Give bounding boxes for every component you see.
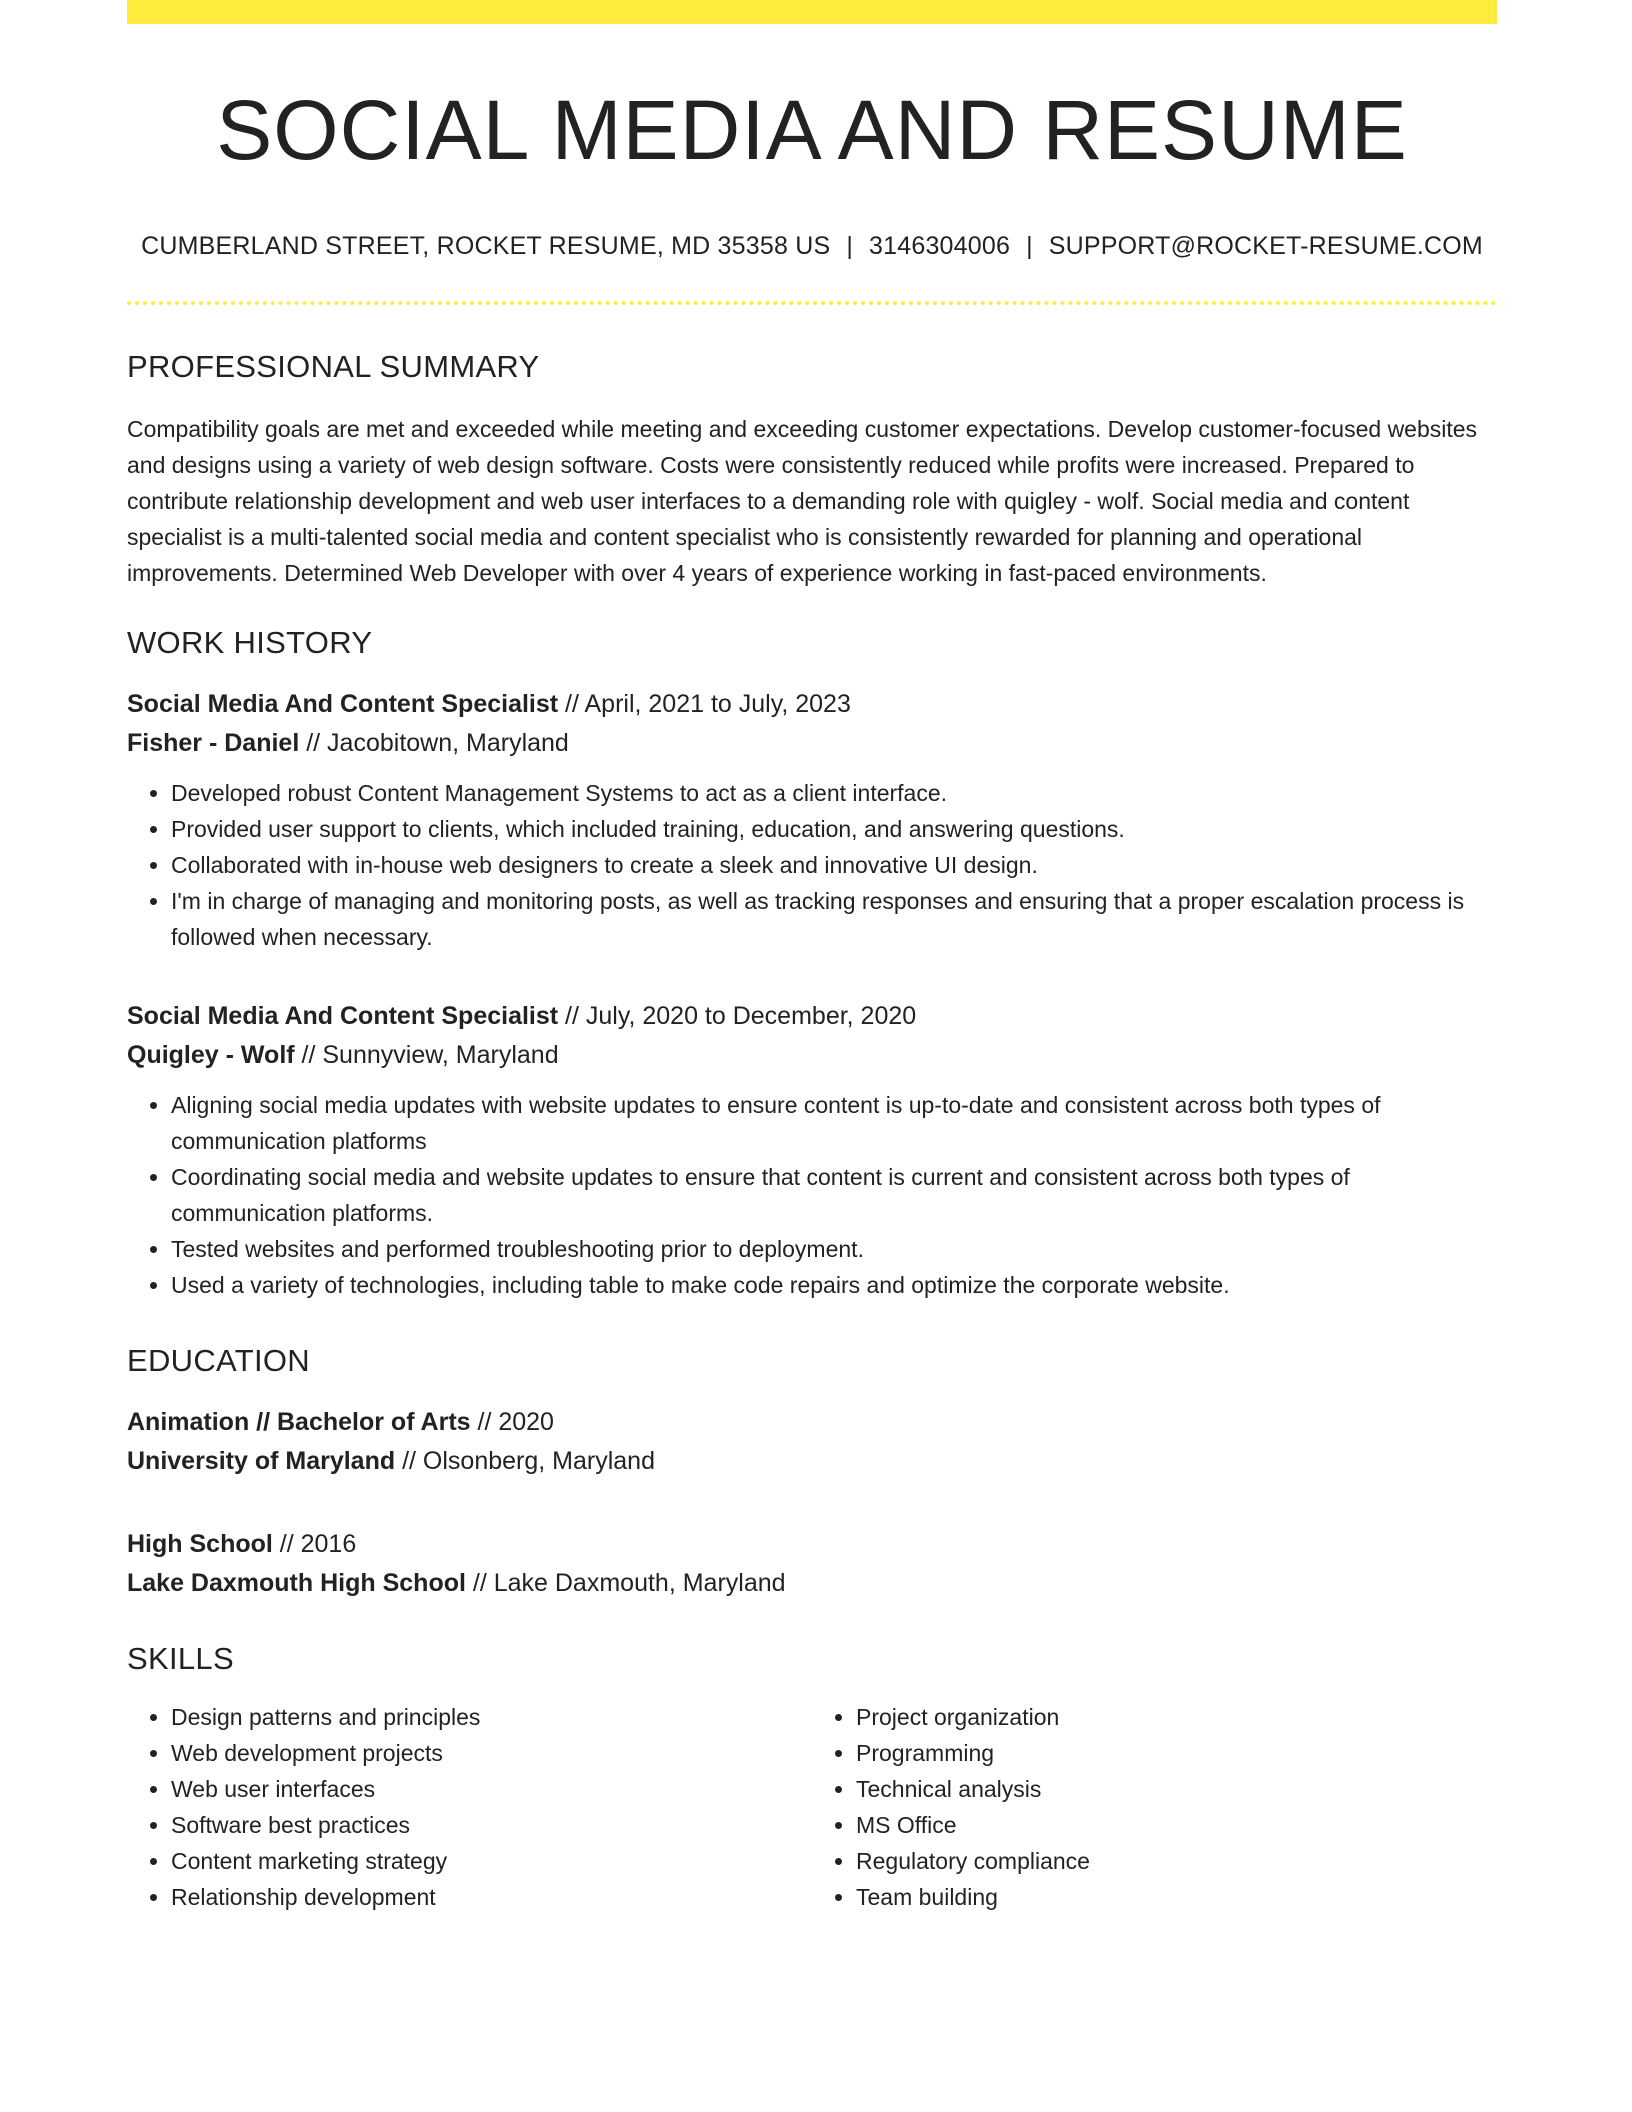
- graduation-year: // 2016: [272, 1530, 357, 1559]
- list-item: • Used a variety of technologies, including table to make code repairs and optimize the corporate website.: [171, 1267, 1497, 1303]
- job-dates: // April, 2021 to July, 2023: [558, 690, 851, 719]
- school: Lake Daxmouth High School: [127, 1569, 466, 1598]
- skill-item: • Design patterns and principles: [171, 1699, 812, 1735]
- list-item: • Coordinating social media and website updates to ensure that content is current and consistent across both types of communication platforms.: [171, 1159, 1497, 1231]
- address: CUMBERLAND STREET, ROCKET RESUME, MD 35358 US: [141, 232, 831, 261]
- job-company-line: [127, 1036, 1497, 1075]
- skill-item: • Project organization: [856, 1699, 1497, 1735]
- job-role-line: [127, 997, 1497, 1036]
- job-role: Social Media And Content Specialist: [127, 690, 559, 719]
- education-entry: [127, 1525, 1497, 1603]
- job-bullets: [127, 1087, 1497, 1303]
- school-location: // Lake Daxmouth, Maryland: [465, 1569, 786, 1598]
- school: University of Maryland: [127, 1447, 396, 1476]
- list-item: • Provided user support to clients, which included training, education, and answering questions.: [171, 811, 1497, 847]
- list-item: • Developed robust Content Management Systems to act as a client interface.: [171, 775, 1497, 811]
- contact-line: [127, 232, 1497, 261]
- degree: High School: [127, 1530, 273, 1559]
- summary-text: Compatibility goals are met and exceeded while meeting and exceeding customer expectations. Develop customer-focused websites and designs using a variety of web design software. Costs were consistently reduced while profits were increased. Prepared to contribute relationship development and web user interfaces to a demanding role with quigley - wolf. Social media and content specialist is a multi-talented social media and content specialist who is consistently rewarded for planning and operational improvements. Determined Web Developer with over 4 years of experience working in fast-paced environments.: [127, 416, 1478, 587]
- accent-bar: [127, 0, 1497, 24]
- dotted-divider: [127, 301, 1497, 305]
- school-line: [127, 1442, 1497, 1481]
- graduation-year: // 2020: [470, 1408, 554, 1437]
- section-title-education: EDUCATION: [127, 1343, 310, 1379]
- email: SUPPORT@ROCKET-RESUME.COM: [1048, 232, 1483, 261]
- job-dates: // July, 2020 to December, 2020: [558, 1002, 917, 1031]
- skill-item: • Software best practices: [171, 1807, 812, 1843]
- skill-item: • Programming: [856, 1735, 1497, 1771]
- skill-item: • Team building: [856, 1879, 1497, 1915]
- job-entry: [127, 997, 1497, 1303]
- list-item: • I'm in charge of managing and monitoring posts, as well as tracking responses and ensuring that a proper escalation process is followed when necessary.: [171, 883, 1497, 955]
- job-company: Fisher - Daniel: [127, 729, 300, 758]
- job-location: // Jacobitown, Maryland: [299, 729, 569, 758]
- contact-separator: |: [1026, 232, 1033, 261]
- skill-item: • Regulatory compliance: [856, 1843, 1497, 1879]
- skill-item: • Web development projects: [171, 1735, 812, 1771]
- school-line: [127, 1564, 1497, 1603]
- job-role-line: [127, 685, 1497, 724]
- skills-list-left: [127, 1699, 812, 1915]
- education-section: [127, 1343, 1497, 1603]
- contact-separator: |: [846, 232, 854, 261]
- resume-page: [127, 0, 1497, 1915]
- skill-item: • Technical analysis: [856, 1771, 1497, 1807]
- skills-section: [127, 1641, 1497, 1915]
- skill-item: • Relationship development: [171, 1879, 812, 1915]
- job-role: Social Media And Content Specialist: [127, 1002, 559, 1031]
- job-company: Quigley - Wolf: [127, 1041, 295, 1070]
- degree-line: [127, 1525, 1497, 1564]
- skill-item: • Content marketing strategy: [171, 1843, 812, 1879]
- list-item: • Aligning social media updates with website updates to ensure content is up-to-date and consistent across both types of communication platforms: [171, 1087, 1497, 1159]
- job-location: // Sunnyview, Maryland: [294, 1041, 559, 1070]
- job-bullets: [127, 775, 1497, 955]
- education-entry: [127, 1403, 1497, 1481]
- job-company-line: [127, 724, 1497, 763]
- job-entry: [127, 685, 1497, 955]
- section-title-work-history: WORK HISTORY: [127, 625, 373, 661]
- skills-list-right: [812, 1699, 1497, 1915]
- section-title-summary: PROFESSIONAL SUMMARY: [127, 349, 540, 385]
- list-item: • Collaborated with in-house web designers to create a sleek and innovative UI design.: [171, 847, 1497, 883]
- skill-item: • MS Office: [856, 1807, 1497, 1843]
- candidate-name: SOCIAL MEDIA AND RESUME: [216, 83, 1408, 177]
- work-history-section: [127, 625, 1497, 1303]
- school-location: // Olsonberg, Maryland: [395, 1447, 655, 1476]
- skills-columns: [127, 1699, 1497, 1915]
- skill-item: • Web user interfaces: [171, 1771, 812, 1807]
- summary-section: [127, 349, 1497, 591]
- list-item: • Tested websites and performed troubleshooting prior to deployment.: [171, 1231, 1497, 1267]
- degree-line: [127, 1403, 1497, 1442]
- phone: 3146304006: [869, 232, 1011, 261]
- section-title-skills: SKILLS: [127, 1641, 234, 1677]
- degree: Animation // Bachelor of Arts: [127, 1408, 471, 1437]
